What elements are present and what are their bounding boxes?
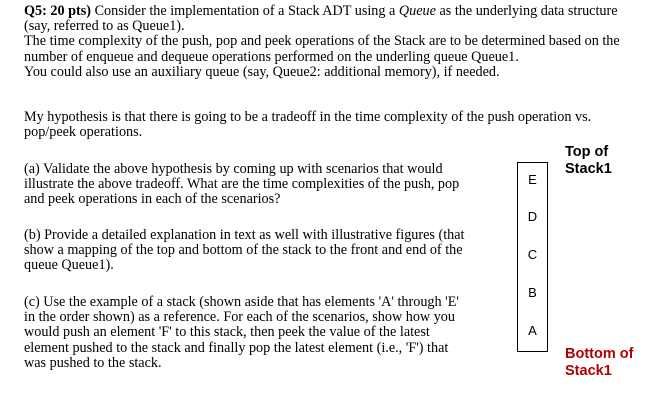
question-line-1 [24, 4, 656, 19]
top-label-line-1: Top of [565, 144, 609, 160]
question-line-3: The time complexity of the push, pop and peek operations of the Stack are to be determined based on the [24, 33, 620, 50]
queue-italic: Queue [398, 3, 436, 19]
question-line-5: You could also use an auxiliary queue (say, Queue2: additional memory), if needed. [24, 63, 500, 80]
bottom-label-line-1: Bottom of [565, 346, 634, 362]
part-a-line: illustrate the above tradeoff. What are the time complexities of the push, pop [24, 176, 460, 193]
part-a-line: (a) Validate the above hypothesis by coming up with scenarios that would [24, 161, 443, 177]
stack-element-e: E [528, 172, 537, 187]
part-c [24, 295, 492, 371]
part-b-line: queue Queue1). [24, 257, 114, 274]
question-text [24, 4, 656, 80]
hypothesis-line-1: My hypothesis is that there is going to be a tradeoff in the time complexity of the push operation vs. [24, 109, 592, 125]
question-line-1-post: as the underlying data structure [435, 3, 618, 19]
question-points: 20 pts) [50, 3, 92, 19]
part-a [24, 162, 492, 208]
stack-element-d: D [527, 209, 538, 224]
hypothesis-line-2: pop/peek operations. [24, 124, 143, 141]
part-c-line: element pushed to the stack and finally pop the latest element (i.e., 'F') that [24, 339, 449, 356]
stack-element-b: B [528, 285, 537, 300]
question-line-4: number of enqueue and dequeue operations performed on the underling queue Queue1. [24, 48, 519, 65]
part-a-line: and peek operations in each of the scenarios? [24, 191, 281, 208]
bottom-label-line-2: Stack1 [565, 363, 612, 379]
hypothesis-text [24, 110, 644, 140]
question-line-1-pre: Consider the implementation of a Stack ADT using a [94, 3, 399, 19]
top-label-line-2: Stack1 [565, 161, 612, 177]
stack-element-c: C [527, 247, 538, 262]
part-c-line: would push an element 'F' to this stack, then peek the value of the latest [24, 324, 430, 341]
stack-diagram [517, 162, 548, 352]
part-c-line: in the order shown) as a reference. For each of the scenarios, show how you [24, 309, 455, 326]
bottom-of-stack-label [565, 346, 633, 380]
part-c-line: (c) Use the example of a stack (shown aside that has elements 'A' through 'E' [24, 294, 459, 310]
part-c-line: was pushed to the stack. [24, 354, 162, 371]
part-b [24, 228, 492, 274]
question-line-2: (say, referred to as Queue1). [24, 18, 185, 35]
part-b-line: (b) Provide a detailed explanation in text as well with illustrative figures (that [24, 227, 465, 243]
part-b-line: show a mapping of the top and bottom of the stack to the front and end of the [24, 242, 463, 259]
top-of-stack-label [565, 144, 612, 178]
stack-element-a: A [528, 323, 537, 338]
question-number: Q5: [24, 3, 47, 19]
